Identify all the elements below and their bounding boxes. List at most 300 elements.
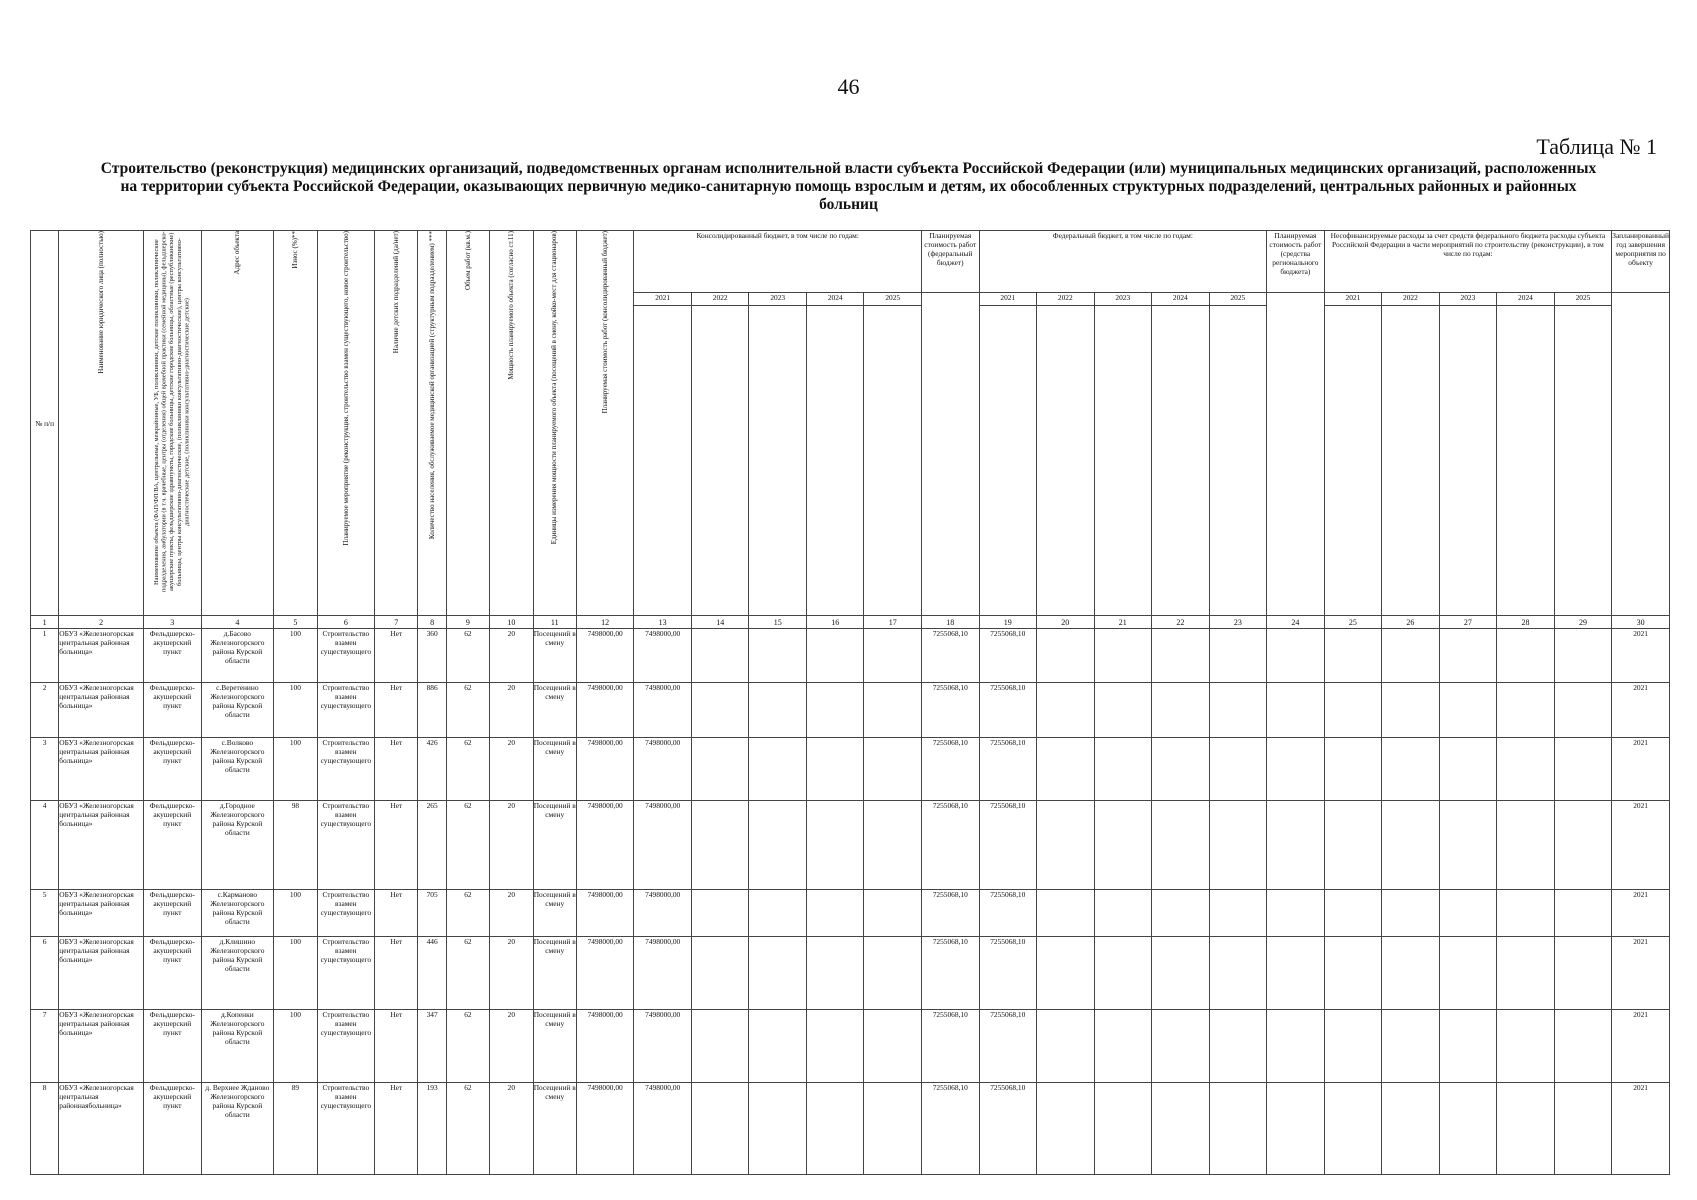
cell-cost: 7498000,00 [576, 890, 634, 937]
cell-object: Фельдшерско-акушерский пункт [144, 738, 202, 801]
cell-empty [1094, 683, 1152, 738]
cell-empty [1439, 1083, 1497, 1175]
table-row [31, 683, 1670, 738]
column-number: 21 [1094, 616, 1152, 629]
document-title: Строительство (реконструкция) медицинских организаций, подведомственных органам исполнительной власти субъекта Российской Федерации (или) муниципальных медицинских организаций, расположенных на территории субъекта Российской Федерации, оказывающих первичную медико-санитарную помощь взрослым и детям, их обособленных структурных подразделений, центральных районных и районных больниц [100, 160, 1597, 213]
cell-fed_cost: 7255068,10 [922, 1010, 980, 1083]
header-unit: Единицы измерения мощности планируемого объекта (посещений в смену, койко-мест для стационаров) [533, 231, 576, 616]
column-number: 28 [1497, 616, 1555, 629]
cell-org: ОБУЗ «Железногорская центральная районная больница» [59, 801, 144, 890]
cell-empty [1037, 937, 1095, 1010]
column-number: 6 [317, 616, 375, 629]
header-n: № п/п [31, 231, 59, 616]
header-measure: Планируемое мероприятие (реконструкция, строительство взамен существующего, новое строительство) [317, 231, 375, 616]
cell-fed_cost: 7255068,10 [922, 1083, 980, 1175]
cell-c2021: 7498000,00 [634, 1083, 692, 1175]
page-number: 46 [837, 74, 860, 99]
cell-area: 62 [446, 738, 489, 801]
cell-measure: Строительство взамен существующего [317, 683, 375, 738]
cell-empty [1554, 629, 1612, 683]
cell-cost: 7498000,00 [576, 629, 634, 683]
cell-empty [1152, 738, 1210, 801]
cell-fed_cost: 7255068,10 [922, 683, 980, 738]
cell-wear: 89 [274, 1083, 317, 1175]
column-number: 4 [201, 616, 274, 629]
cell-f2021: 7255068,10 [979, 890, 1037, 937]
cell-area: 62 [446, 1010, 489, 1083]
cell-children: Нет [375, 1010, 418, 1083]
cell-address: д.Басово Железногорского района Курской области [201, 629, 274, 683]
cell-empty [1037, 801, 1095, 890]
cell-empty [1382, 738, 1440, 801]
cell-empty [864, 937, 922, 1010]
cell-n: 1 [31, 629, 59, 683]
cell-measure: Строительство взамен существующего [317, 890, 375, 937]
cell-children: Нет [375, 683, 418, 738]
cell-f2021: 7255068,10 [979, 738, 1037, 801]
cell-empty [1439, 629, 1497, 683]
cell-children: Нет [375, 890, 418, 937]
cell-empty [1554, 738, 1612, 801]
cell-org: ОБУЗ «Железногорская центральная районная больница» [59, 683, 144, 738]
header-object: Наименование объекта (ФАП/ФП/ВА, центральные, межрайонные, УБ, поликлиники, детские поликлиники, поликлинические подразделения, амбулатории (в т.ч. врачебные, центры (отделения) общей врачебной практики (семейной медицины), фельдшерско-акушерские пункты, фельдшерские здравпункты, городские больницы, детские городские больницы, областные (республиканские) больницы, центры консультативно-диагностические, (поликлиники консультативно-диагностические), центры консультативно-диагностические детские, (поликлиники консультативно-диагностические детские) [144, 231, 202, 616]
cell-empty [691, 629, 749, 683]
year-2022: 2022 [1382, 293, 1440, 306]
cell-cost: 7498000,00 [576, 1010, 634, 1083]
cell-empty [1439, 683, 1497, 738]
cell-year_end: 2021 [1612, 683, 1670, 738]
cell-empty [1497, 1083, 1555, 1175]
cell-empty [1439, 890, 1497, 937]
cell-empty [1554, 1083, 1612, 1175]
cell-empty [1152, 937, 1210, 1010]
cell-n: 5 [31, 890, 59, 937]
header-wear: Износ (%)** [274, 231, 317, 616]
cell-wear: 100 [274, 683, 317, 738]
cell-wear: 100 [274, 937, 317, 1010]
cell-empty [1209, 1083, 1267, 1175]
column-number-row [31, 616, 1670, 629]
cell-empty [1094, 1010, 1152, 1083]
column-number: 29 [1554, 616, 1612, 629]
cell-empty [1554, 890, 1612, 937]
cell-year_end: 2021 [1612, 1010, 1670, 1083]
cell-area: 62 [446, 683, 489, 738]
cell-area: 62 [446, 801, 489, 890]
cell-capacity: 20 [490, 1083, 533, 1175]
year-2022: 2022 [691, 293, 749, 306]
cell-empty [691, 890, 749, 937]
header-cost: Планируемая стоимость работ (консолидированный бюджет) [576, 231, 634, 616]
column-number: 16 [806, 616, 864, 629]
cell-cost: 7498000,00 [576, 683, 634, 738]
cell-empty [1497, 937, 1555, 1010]
cell-unit: Посещений в смену [533, 937, 576, 1010]
cell-year_end: 2021 [1612, 738, 1670, 801]
column-number: 23 [1209, 616, 1267, 629]
cell-fed_cost: 7255068,10 [922, 738, 980, 801]
column-number: 25 [1324, 616, 1382, 629]
year-2024: 2024 [806, 293, 864, 306]
column-number: 27 [1439, 616, 1497, 629]
cell-empty [1094, 738, 1152, 801]
column-number: 30 [1612, 616, 1670, 629]
table-row [31, 1010, 1670, 1083]
cell-empty [691, 1083, 749, 1175]
cell-empty [1497, 890, 1555, 937]
cell-empty [1554, 683, 1612, 738]
cell-children: Нет [375, 1083, 418, 1175]
cell-f2021: 7255068,10 [979, 629, 1037, 683]
cell-empty [691, 1010, 749, 1083]
cell-n: 6 [31, 937, 59, 1010]
cell-c2021: 7498000,00 [634, 890, 692, 937]
cell-fed_cost: 7255068,10 [922, 629, 980, 683]
cell-address: д. Верхнее Жданово Железногорского района Курской области [201, 1083, 274, 1175]
cell-empty [1382, 629, 1440, 683]
cell-area: 62 [446, 890, 489, 937]
cell-empty [864, 629, 922, 683]
cell-c2021: 7498000,00 [634, 937, 692, 1010]
cell-unit: Посещений в смену [533, 683, 576, 738]
cell-capacity: 20 [490, 1010, 533, 1083]
cell-n: 7 [31, 1010, 59, 1083]
cell-empty [1382, 801, 1440, 890]
cell-empty [1037, 890, 1095, 937]
column-number: 3 [144, 616, 202, 629]
cell-empty [749, 801, 807, 890]
cell-empty [749, 738, 807, 801]
cell-population: 265 [418, 801, 446, 890]
column-number: 12 [576, 616, 634, 629]
table-row [31, 738, 1670, 801]
cell-empty [1324, 738, 1382, 801]
cell-fed_cost: 7255068,10 [922, 937, 980, 1010]
table-caption: Таблица № 1 [1536, 134, 1657, 159]
cell-measure: Строительство взамен существующего [317, 629, 375, 683]
header-year-end: Запланированный год завершения мероприятия по объекту [1612, 231, 1670, 293]
cell-c2021: 7498000,00 [634, 1010, 692, 1083]
cell-empty [1267, 801, 1325, 890]
cell-measure: Строительство взамен существующего [317, 937, 375, 1010]
cell-address: д.Городное Железногорского района Курской области [201, 801, 274, 890]
year-2021: 2021 [1324, 293, 1382, 306]
cell-empty [1497, 738, 1555, 801]
cell-capacity: 20 [490, 683, 533, 738]
column-number: 13 [634, 616, 692, 629]
cell-empty [1094, 937, 1152, 1010]
cell-c2021: 7498000,00 [634, 683, 692, 738]
header-org: Наименование юридического лица (полностью) [59, 231, 144, 616]
cell-c2021: 7498000,00 [634, 738, 692, 801]
cell-empty [1382, 683, 1440, 738]
year-2025: 2025 [1554, 293, 1612, 306]
column-number: 5 [274, 616, 317, 629]
cell-n: 4 [31, 801, 59, 890]
cell-empty [749, 1010, 807, 1083]
cell-area: 62 [446, 1083, 489, 1175]
cell-empty [806, 890, 864, 937]
cell-population: 886 [418, 683, 446, 738]
cell-object: Фельдшерско-акушерский пункт [144, 801, 202, 890]
cell-children: Нет [375, 629, 418, 683]
header-address: Адрес объекта [201, 231, 274, 616]
cell-empty [864, 1083, 922, 1175]
cell-empty [1439, 738, 1497, 801]
cell-empty [749, 1083, 807, 1175]
cell-f2021: 7255068,10 [979, 683, 1037, 738]
cell-empty [1439, 1010, 1497, 1083]
cell-empty [1209, 890, 1267, 937]
cell-empty [749, 937, 807, 1010]
cell-capacity: 20 [490, 937, 533, 1010]
cell-empty [749, 629, 807, 683]
cell-org: ОБУЗ «Железногорская центральная районнаябольница» [59, 1083, 144, 1175]
cell-empty [691, 738, 749, 801]
header-fed-cost-blank [922, 293, 980, 616]
column-number: 17 [864, 616, 922, 629]
cell-empty [806, 937, 864, 1010]
header-population: Количество населения, обслуживаемое медицинской организацией (структурным подразделением) *** [418, 231, 446, 616]
cell-empty [864, 801, 922, 890]
cell-address: с.Карманово Железногорского района Курской области [201, 890, 274, 937]
cell-empty [864, 738, 922, 801]
column-number: 15 [749, 616, 807, 629]
cell-org: ОБУЗ «Железногорская центральная районная больница» [59, 937, 144, 1010]
cell-wear: 100 [274, 890, 317, 937]
cell-object: Фельдшерско-акушерский пункт [144, 937, 202, 1010]
cell-empty [1554, 937, 1612, 1010]
cell-empty [864, 890, 922, 937]
table-row [31, 1083, 1670, 1175]
cell-empty [1152, 683, 1210, 738]
cell-empty [1267, 683, 1325, 738]
header-area: Объем работ (кв.м.) [446, 231, 489, 616]
cell-address: д.Копенки Железногорского района Курской области [201, 1010, 274, 1083]
cell-object: Фельдшерско-акушерский пункт [144, 683, 202, 738]
cell-fed_cost: 7255068,10 [922, 801, 980, 890]
cell-empty [1439, 801, 1497, 890]
cell-wear: 100 [274, 1010, 317, 1083]
construction-table [30, 230, 1670, 1175]
cell-empty [1324, 683, 1382, 738]
cell-children: Нет [375, 801, 418, 890]
cell-wear: 98 [274, 801, 317, 890]
cell-empty [1497, 683, 1555, 738]
year-2023: 2023 [1439, 293, 1497, 306]
cell-empty [1267, 1083, 1325, 1175]
cell-capacity: 20 [490, 738, 533, 801]
cell-f2021: 7255068,10 [979, 801, 1037, 890]
header-regional-cost-blank [1267, 293, 1325, 616]
cell-f2021: 7255068,10 [979, 1083, 1037, 1175]
cell-empty [1324, 890, 1382, 937]
cell-empty [1094, 801, 1152, 890]
cell-empty [1209, 1010, 1267, 1083]
cell-capacity: 20 [490, 801, 533, 890]
column-number: 10 [490, 616, 533, 629]
cell-population: 426 [418, 738, 446, 801]
cell-measure: Строительство взамен существующего [317, 1083, 375, 1175]
cell-empty [1209, 937, 1267, 1010]
cell-empty [1209, 738, 1267, 801]
cell-f2021: 7255068,10 [979, 937, 1037, 1010]
cell-population: 347 [418, 1010, 446, 1083]
cell-unit: Посещений в смену [533, 801, 576, 890]
cell-empty [1554, 801, 1612, 890]
cell-empty [1152, 629, 1210, 683]
header-nonfinanced-group: Несофинансируемые расходы за счет средств федерального бюджета расходы субъекта Российской Федерации в части мероприятий по строительству (реконструкции), в том числе по годам: [1324, 231, 1612, 293]
cell-capacity: 20 [490, 629, 533, 683]
cell-empty [1094, 629, 1152, 683]
cell-population: 193 [418, 1083, 446, 1175]
cell-empty [1037, 683, 1095, 738]
cell-year_end: 2021 [1612, 1083, 1670, 1175]
cell-empty [691, 937, 749, 1010]
cell-empty [1094, 1083, 1152, 1175]
cell-empty [1267, 629, 1325, 683]
column-number: 20 [1037, 616, 1095, 629]
header-regional-cost: Планируемая стоимость работ (средства регионального бюджета) [1267, 231, 1325, 293]
cell-empty [1497, 629, 1555, 683]
cell-empty [1037, 1083, 1095, 1175]
cell-area: 62 [446, 937, 489, 1010]
cell-empty [1324, 629, 1382, 683]
column-number: 9 [446, 616, 489, 629]
cell-year_end: 2021 [1612, 801, 1670, 890]
cell-unit: Посещений в смену [533, 1083, 576, 1175]
cell-empty [1497, 801, 1555, 890]
cell-n: 3 [31, 738, 59, 801]
cell-empty [1152, 801, 1210, 890]
cell-c2021: 7498000,00 [634, 801, 692, 890]
cell-empty [1209, 801, 1267, 890]
cell-measure: Строительство взамен существующего [317, 801, 375, 890]
column-number: 2 [59, 616, 144, 629]
cell-empty [1152, 1083, 1210, 1175]
cell-empty [1382, 890, 1440, 937]
cell-empty [1267, 890, 1325, 937]
cell-empty [691, 683, 749, 738]
cell-object: Фельдшерско-акушерский пункт [144, 629, 202, 683]
year-2025: 2025 [1209, 293, 1267, 306]
cell-children: Нет [375, 937, 418, 1010]
cell-measure: Строительство взамен существующего [317, 1010, 375, 1083]
cell-population: 360 [418, 629, 446, 683]
cell-unit: Посещений в смену [533, 1010, 576, 1083]
header-children: Наличие детских подразделений (да/нет) [375, 231, 418, 616]
table-row [31, 801, 1670, 890]
cell-empty [1324, 801, 1382, 890]
column-number: 19 [979, 616, 1037, 629]
cell-f2021: 7255068,10 [979, 1010, 1037, 1083]
cell-empty [1037, 629, 1095, 683]
cell-unit: Посещений в смену [533, 890, 576, 937]
cell-wear: 100 [274, 738, 317, 801]
column-number: 24 [1267, 616, 1325, 629]
column-number: 11 [533, 616, 576, 629]
cell-empty [749, 683, 807, 738]
column-number: 22 [1152, 616, 1210, 629]
cell-unit: Посещений в смену [533, 738, 576, 801]
cell-org: ОБУЗ «Железногорская центральная районная больница» [59, 890, 144, 937]
cell-empty [1267, 937, 1325, 1010]
cell-empty [1267, 1010, 1325, 1083]
cell-empty [1037, 1010, 1095, 1083]
cell-empty [1209, 683, 1267, 738]
cell-cost: 7498000,00 [576, 801, 634, 890]
cell-cost: 7498000,00 [576, 937, 634, 1010]
cell-empty [1324, 1010, 1382, 1083]
cell-empty [1037, 738, 1095, 801]
cell-empty [1382, 1010, 1440, 1083]
year-2024: 2024 [1152, 293, 1210, 306]
cell-object: Фельдшерско-акушерский пункт [144, 1083, 202, 1175]
cell-measure: Строительство взамен существующего [317, 738, 375, 801]
column-number: 8 [418, 616, 446, 629]
header-consolidated-group: Консолидированный бюджет, в том числе по годам: [634, 231, 922, 293]
cell-area: 62 [446, 629, 489, 683]
cell-empty [1152, 890, 1210, 937]
cell-empty [806, 738, 864, 801]
cell-org: ОБУЗ «Железногорская центральная районная больница» [59, 738, 144, 801]
cell-cost: 7498000,00 [576, 738, 634, 801]
year-2021: 2021 [979, 293, 1037, 306]
cell-empty [864, 1010, 922, 1083]
table-row [31, 890, 1670, 937]
table-row [31, 629, 1670, 683]
header-year-end-blank [1612, 293, 1670, 616]
header-federal-group: Федеральный бюджет, в том числе по годам: [979, 231, 1267, 293]
cell-capacity: 20 [490, 890, 533, 937]
cell-empty [1382, 937, 1440, 1010]
cell-n: 8 [31, 1083, 59, 1175]
cell-address: с.Веретенино Железногорского района Курской области [201, 683, 274, 738]
cell-cost: 7498000,00 [576, 1083, 634, 1175]
cell-empty [806, 801, 864, 890]
year-2024: 2024 [1497, 293, 1555, 306]
cell-empty [1267, 738, 1325, 801]
cell-n: 2 [31, 683, 59, 738]
column-number: 14 [691, 616, 749, 629]
cell-org: ОБУЗ «Железногорская центральная районная больница» [59, 629, 144, 683]
cell-children: Нет [375, 738, 418, 801]
cell-object: Фельдшерско-акушерский пункт [144, 890, 202, 937]
column-number: 7 [375, 616, 418, 629]
cell-empty [1152, 1010, 1210, 1083]
cell-empty [1382, 1083, 1440, 1175]
cell-empty [1324, 937, 1382, 1010]
column-number: 18 [922, 616, 980, 629]
cell-address: д.Клишино Железногорского района Курской области [201, 937, 274, 1010]
cell-year_end: 2021 [1612, 890, 1670, 937]
header-capacity: Мощность планируемого объекта (согласно ст.11) [490, 231, 533, 616]
cell-empty [691, 801, 749, 890]
year-2025: 2025 [864, 293, 922, 306]
cell-org: ОБУЗ «Железногорская центральная районная больница» [59, 1010, 144, 1083]
cell-year_end: 2021 [1612, 937, 1670, 1010]
cell-empty [1209, 629, 1267, 683]
cell-empty [749, 890, 807, 937]
year-2023: 2023 [749, 293, 807, 306]
table-row [31, 937, 1670, 1010]
cell-empty [864, 683, 922, 738]
year-2021: 2021 [634, 293, 692, 306]
cell-c2021: 7498000,00 [634, 629, 692, 683]
cell-empty [806, 629, 864, 683]
cell-wear: 100 [274, 629, 317, 683]
year-2022: 2022 [1037, 293, 1095, 306]
